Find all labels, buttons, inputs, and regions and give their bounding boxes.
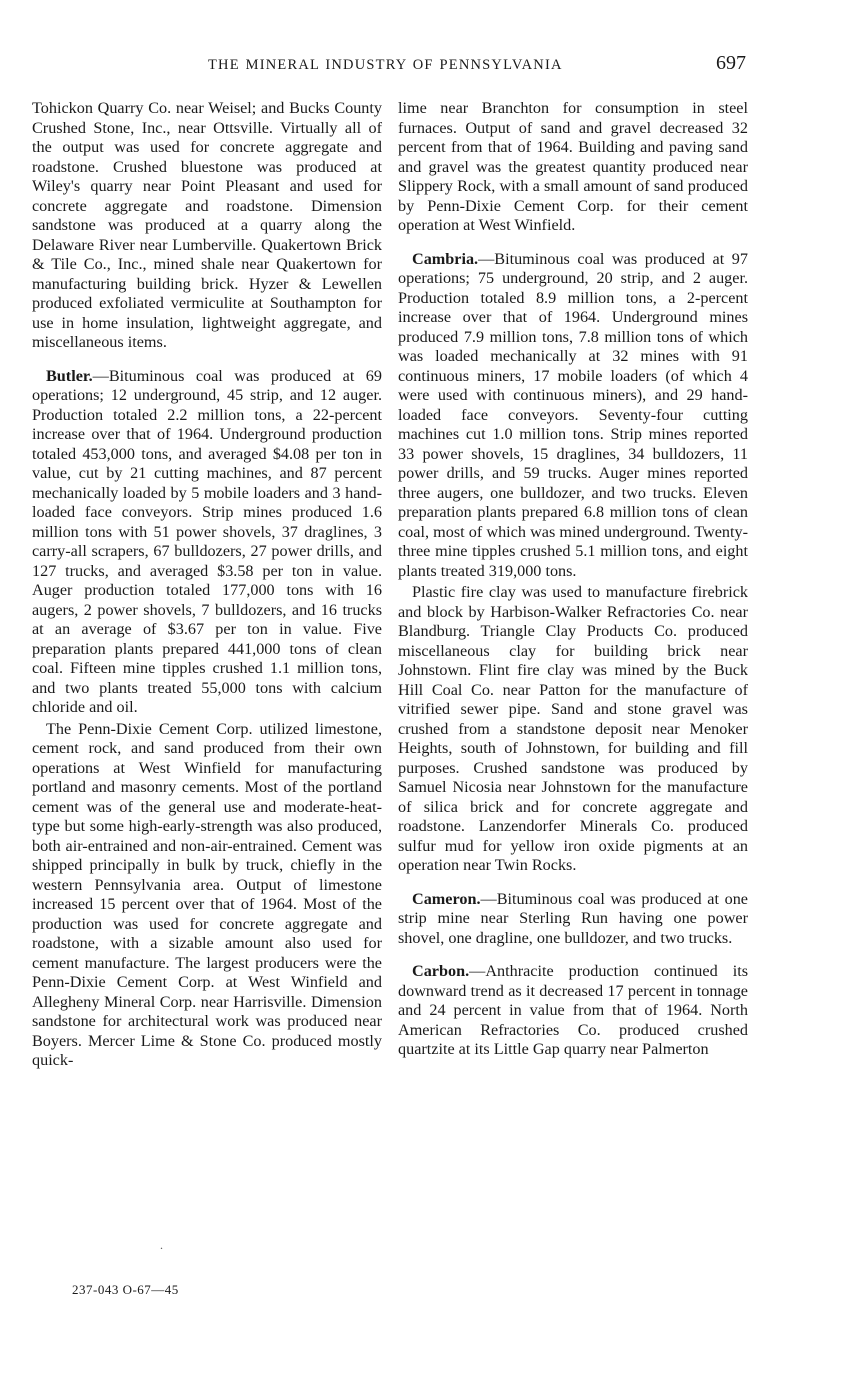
cameron-paragraph <box>398 890 748 949</box>
carbon-text: —Anthracite production continued its downward trend as it decreased 17 percent in tonnage and 24 percent in value from that of 1964. North American Refractories Co. produced crushed quartzite at its Little Gap quarry near Palmerton <box>398 962 748 1058</box>
cambria-heading: Cambria. <box>412 249 479 268</box>
page-number: 697 <box>716 52 746 74</box>
cambria-paragraph <box>398 250 748 582</box>
fire-clay-paragraph: Plastic fire clay was used to manufacture firebrick and block by Harbison-Walker Refractories Co. near Blandburg. Triangle Clay Products Co. produced miscellaneous clay for building brick near Johnstown. Flint fire clay was mined by the Buck Hill Coal Co. near Patton for the manufacture of vitrified sewer pipe. Sand and stone gravel was crushed from a standstone deposit near Menoker Heights, south of Johnstown, for building and fill purposes. Crushed sandstone was produced by Samuel Nicosia near Johnstown for the manufacture of silica brick and for concrete aggregate and roadstone. Lanzendorfer Minerals Co. produced sulfur mud for yellow iron oxide pigments at an operation near Twin Rocks. <box>398 583 748 874</box>
bucks-county-paragraph: Tohickon Quarry Co. near Weisel; and Bucks County Crushed Stone, Inc., near Ottsville. Virtually all of the output was used for concrete aggregate and roadstone. Crushed bluestone was produced at Wiley's quarry near Point Pleasant and used for concrete aggregate and roadstone. Dimension sandstone was produced at a quarry along the Delaware River near Lumberville. Quakertown Brick & Tile Co., Inc., mined shale near Quakertown for manufacturing building brick. Hyzer & Lewellen produced exfoliated vermiculite at Southampton for use in home insulation, lightweight aggregate, and miscellaneous items. <box>32 99 382 351</box>
right-column <box>398 99 748 1060</box>
left-column <box>32 99 382 1071</box>
cambria-text: —Bituminous coal was produced at 97 operations; 75 underground, 20 strip, and 2 auger. Production totaled 8.9 million tons, a 2-percent increase over that of 1964. Underground mines produced 7.9 million tons, 7.8 million tons of which was loaded mechanically at 32 mines with 91 continuous miners, 17 mobile loaders (of which 4 were used with continuous miners), and 29 hand-loaded face conveyors. Seventy-four cutting machines cut 1.0 million tons. Strip mines reported 33 power shovels, 15 draglines, 34 bulldozers, 11 power drills, and 59 trucks. Auger mines reported three augers, one bulldozer, and two trucks. Eleven preparation plants prepared 6.8 million tons of clean coal, most of which was mined underground. Twenty-three mine tipples crushed 5.1 million tons, and eight plants treated 319,000 tons. <box>398 249 748 580</box>
penn-dixie-paragraph: The Penn-Dixie Cement Corp. utilized limestone, cement rock, and sand produced from their own operations at West Winfield for manufacturing portland and masonry cements. Most of the portland cement was of the general use and moderate-heat-type but some high-early-strength was also produced, both air-entrained and non-air-entrained. Cement was shipped principally in bulk by truck, chiefly in the western Pennsylvania area. Output of limestone increased 15 percent over that of 1964. Most of the production was used for concrete aggregate and roadstone, with a sizable amount also used for cement manufacture. The largest producers were the Penn-Dixie Cement Corp. at West Winfield and Allegheny Mineral Corp. near Harrisville. Dimension sandstone for architectural work was produced near Boyers. Mercer Lime & Stone Co. produced mostly quick- <box>32 719 382 1069</box>
cameron-text: —Bituminous coal was produced at one strip mine near Sterling Run having one power shovel, one dragline, one bulldozer, and two trucks. <box>398 889 748 947</box>
butler-text: —Bituminous coal was produced at 69 operations; 12 underground, 45 strip, and 12 auger. Production totaled 2.2 million tons, a 22-percent increase over that of 1964. Underground production totaled 453,000 tons, and averaged $4.08 per ton in value, cut by 21 cutting machines, and 87 percent mechanically loaded by 5 mobile loaders and 3 hand-loaded face conveyors. Strip mines produced 1.6 million tons with 51 power shovels, 37 draglines, 3 carry-all scrapers, 67 bulldozers, 27 power drills, and 127 trucks, and averaged $3.58 per ton in value. Auger production totaled 177,000 tons with 16 augers, 2 power shovels, 7 bulldozers, and 16 trucks at an average of $3.67 per ton in value. Five preparation plants prepared 441,000 tons of clean coal. Fifteen mine tipples crushed 1.1 million tons, and two plants treated 55,000 tons with calcium chloride and oil. <box>32 366 382 716</box>
print-code: 237-043 O-67—45 <box>72 1282 179 1297</box>
carbon-paragraph <box>398 962 748 1060</box>
butler-paragraph <box>32 367 382 718</box>
running-head <box>0 52 849 82</box>
branchton-paragraph: lime near Branchton for consumption in steel furnaces. Output of sand and gravel decreased 32 percent from that of 1964. Building and paving sand and gravel was the greatest quantity produced near Slippery Rock, with a small amount of sand produced by Penn-Dixie Cement Corp. for their cement operation at West Winfield. <box>398 99 748 234</box>
butler-heading: Butler. <box>46 366 93 385</box>
footer-mark: . <box>160 1238 163 1252</box>
carbon-heading: Carbon. <box>412 962 470 980</box>
cameron-heading: Cameron. <box>412 889 481 908</box>
running-title: THE MINERAL INDUSTRY OF PENNSYLVANIA <box>208 57 563 73</box>
